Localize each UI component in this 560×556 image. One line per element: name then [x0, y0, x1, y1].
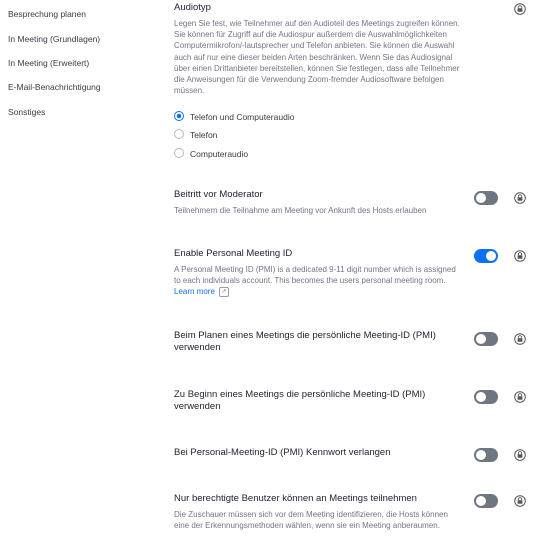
- audio-option-label: Telefon: [190, 130, 218, 140]
- lock-icon[interactable]: [514, 449, 526, 461]
- pmi-schedule-title: Beim Planen eines Meetings die persönliche Meeting-ID (PMI) verwenden: [174, 330, 436, 353]
- audio-option-telefon[interactable]: [174, 129, 217, 140]
- sidebar-item-in-meeting-erweitert[interactable]: In Meeting (Erweitert): [8, 58, 90, 68]
- authenticated-users-description: Die Zuschauer müssen sich vor dem Meeting identifizieren, die Hosts können eine der Erkennungsmethoden wählen, wenn sie ein Meeting anberaumen.: [174, 510, 448, 531]
- radio-icon[interactable]: [174, 129, 184, 139]
- audio-type-description: Legen Sie fest, wie Teilnehmer auf den Audioteil des Meetings zugreifen können. Sie können für Zugriff auf die Audiospur außerdem die Auswahlmöglichkeiten Computermikrofon/-lautsprecher und Telefon anbieten. Sie können die Auswahl auch auf nur eine dieser beiden Arten beschränken. Wenn Sie das Audiosignal über einen Drittanbieter bereitstellen, können Sie festlegen, dass alle Teilnehmer die Anweisungen für die Verwendung Zoom-fremder Audiosoftware befolgen müssen.: [174, 19, 460, 96]
- radio-selected-icon[interactable]: [174, 111, 184, 121]
- external-link-icon[interactable]: ↗: [219, 287, 229, 297]
- sidebar-item-email-benachrichtigung[interactable]: E-Mail-Benachrichtigung: [8, 82, 101, 92]
- audio-type-title: Audiotyp: [174, 2, 211, 13]
- radio-icon[interactable]: [174, 148, 184, 158]
- settings-sidebar: [0, 0, 160, 556]
- pmi-schedule-toggle[interactable]: [474, 332, 498, 346]
- settings-main: [174, 0, 560, 556]
- audio-option-computeraudio[interactable]: [174, 148, 248, 159]
- sidebar-item-sonstiges[interactable]: Sonstiges: [8, 107, 46, 117]
- learn-more-link[interactable]: Learn more: [174, 287, 215, 297]
- pmi-password-section: [174, 447, 464, 459]
- audio-option-telefon-und-computeraudio[interactable]: [174, 111, 294, 122]
- sidebar-item-in-meeting-grundlagen[interactable]: In Meeting (Grundlagen): [8, 34, 101, 44]
- enable-pmi-title: Enable Personal Meeting ID: [174, 248, 293, 259]
- toggle-knob: [476, 450, 486, 460]
- enable-pmi-section: [174, 248, 464, 298]
- join-before-host-title: Beitritt vor Moderator: [174, 189, 263, 200]
- enable-pmi-toggle[interactable]: [474, 249, 498, 263]
- lock-icon[interactable]: [514, 333, 526, 345]
- enable-pmi-description-block: [174, 264, 464, 298]
- join-before-host-description: Teilnehmern die Teilnahme am Meeting vor Ankunft des Hosts erlauben: [174, 206, 427, 215]
- pmi-instant-section: [174, 389, 464, 413]
- lock-icon[interactable]: [514, 3, 526, 15]
- pmi-instant-toggle[interactable]: [474, 390, 498, 404]
- toggle-knob: [486, 251, 496, 261]
- toggle-knob: [476, 334, 486, 344]
- lock-icon[interactable]: [514, 250, 526, 262]
- pmi-password-title: Bei Personal-Meeting-ID (PMI) Kennwort verlangen: [174, 447, 391, 458]
- toggle-knob: [476, 193, 486, 203]
- pmi-schedule-section: [174, 330, 464, 354]
- lock-icon[interactable]: [514, 192, 526, 204]
- authenticated-users-section: [174, 493, 464, 531]
- join-before-host-toggle[interactable]: [474, 191, 498, 205]
- sidebar-item-besprechung-planen[interactable]: Besprechung planen: [8, 9, 86, 19]
- audio-option-label: Computeraudio: [190, 149, 249, 159]
- enable-pmi-description: A Personal Meeting ID (PMI) is a dedicated 9-11 digit number which is assigned to each individuals account. This becomes the users personal meeting room.: [174, 265, 456, 286]
- pmi-password-toggle[interactable]: [474, 448, 498, 462]
- lock-icon[interactable]: [514, 391, 526, 403]
- audio-option-label: Telefon und Computeraudio: [190, 112, 295, 122]
- authenticated-users-title: Nur berechtigte Benutzer können an Meetings teilnehmen: [174, 493, 417, 504]
- audio-type-section: [174, 2, 464, 96]
- join-before-host-section: [174, 189, 464, 216]
- authenticated-users-toggle[interactable]: [474, 494, 498, 508]
- lock-icon[interactable]: [514, 495, 526, 507]
- toggle-knob: [476, 392, 486, 402]
- pmi-instant-title: Zu Beginn eines Meetings die persönliche Meeting-ID (PMI) verwenden: [174, 389, 426, 412]
- toggle-knob: [476, 496, 486, 506]
